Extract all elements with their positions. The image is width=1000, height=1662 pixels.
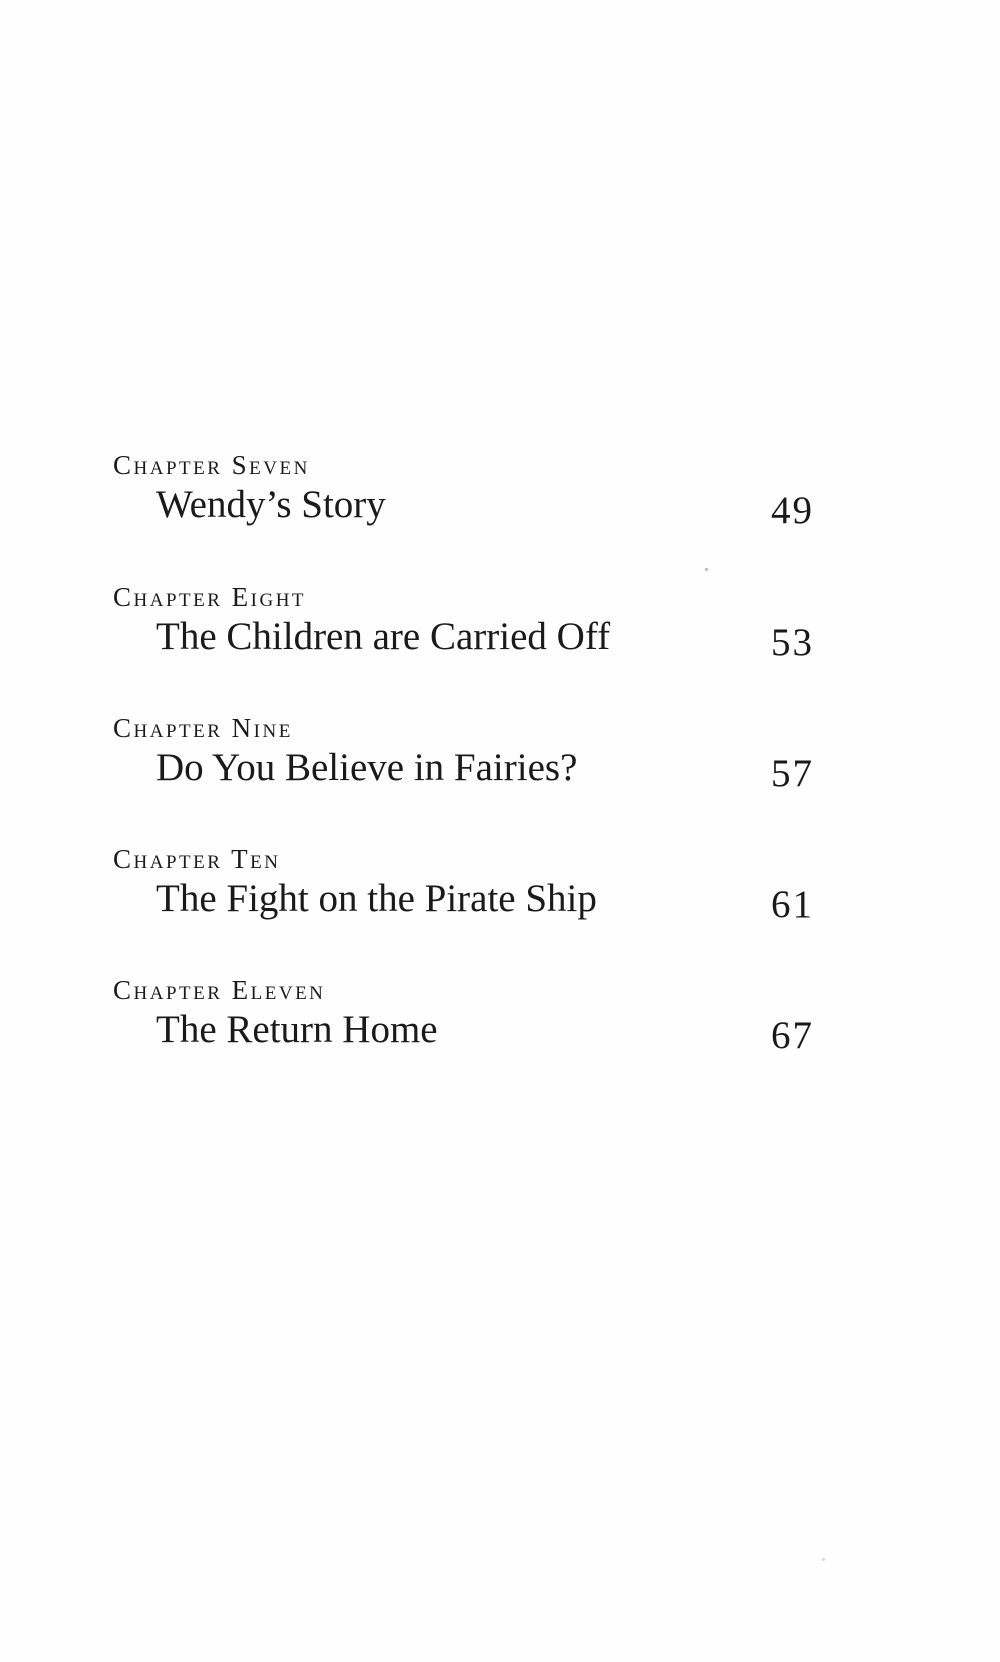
chapter-label: Chapter Ten: [113, 844, 281, 874]
page-number: 49: [771, 489, 814, 532]
page-number: 61: [771, 883, 814, 926]
page-number: 57: [771, 752, 814, 795]
chapter-title: The Children are Carried Off: [156, 615, 611, 658]
chapter-title: The Return Home: [156, 1008, 438, 1051]
toc-entry: [113, 581, 814, 664]
chapter-title: Do You Believe in Fairies?: [156, 746, 578, 789]
page-number: 67: [771, 1014, 814, 1057]
toc-entry: [113, 843, 814, 926]
chapter-title: The Fight on the Pirate Ship: [156, 877, 597, 920]
chapter-title: Wendy’s Story: [156, 483, 386, 526]
paper-speck: [705, 568, 708, 571]
toc-entry: [113, 712, 814, 795]
chapter-label: Chapter Eight: [113, 582, 307, 612]
paper-speck: [822, 1558, 825, 1561]
toc-entry: [113, 449, 814, 532]
chapter-label: Chapter Eleven: [113, 975, 326, 1005]
page-number: 53: [771, 621, 814, 664]
chapter-label: Chapter Nine: [113, 713, 293, 743]
toc-entry: [113, 974, 814, 1057]
chapter-label: Chapter Seven: [113, 450, 310, 480]
